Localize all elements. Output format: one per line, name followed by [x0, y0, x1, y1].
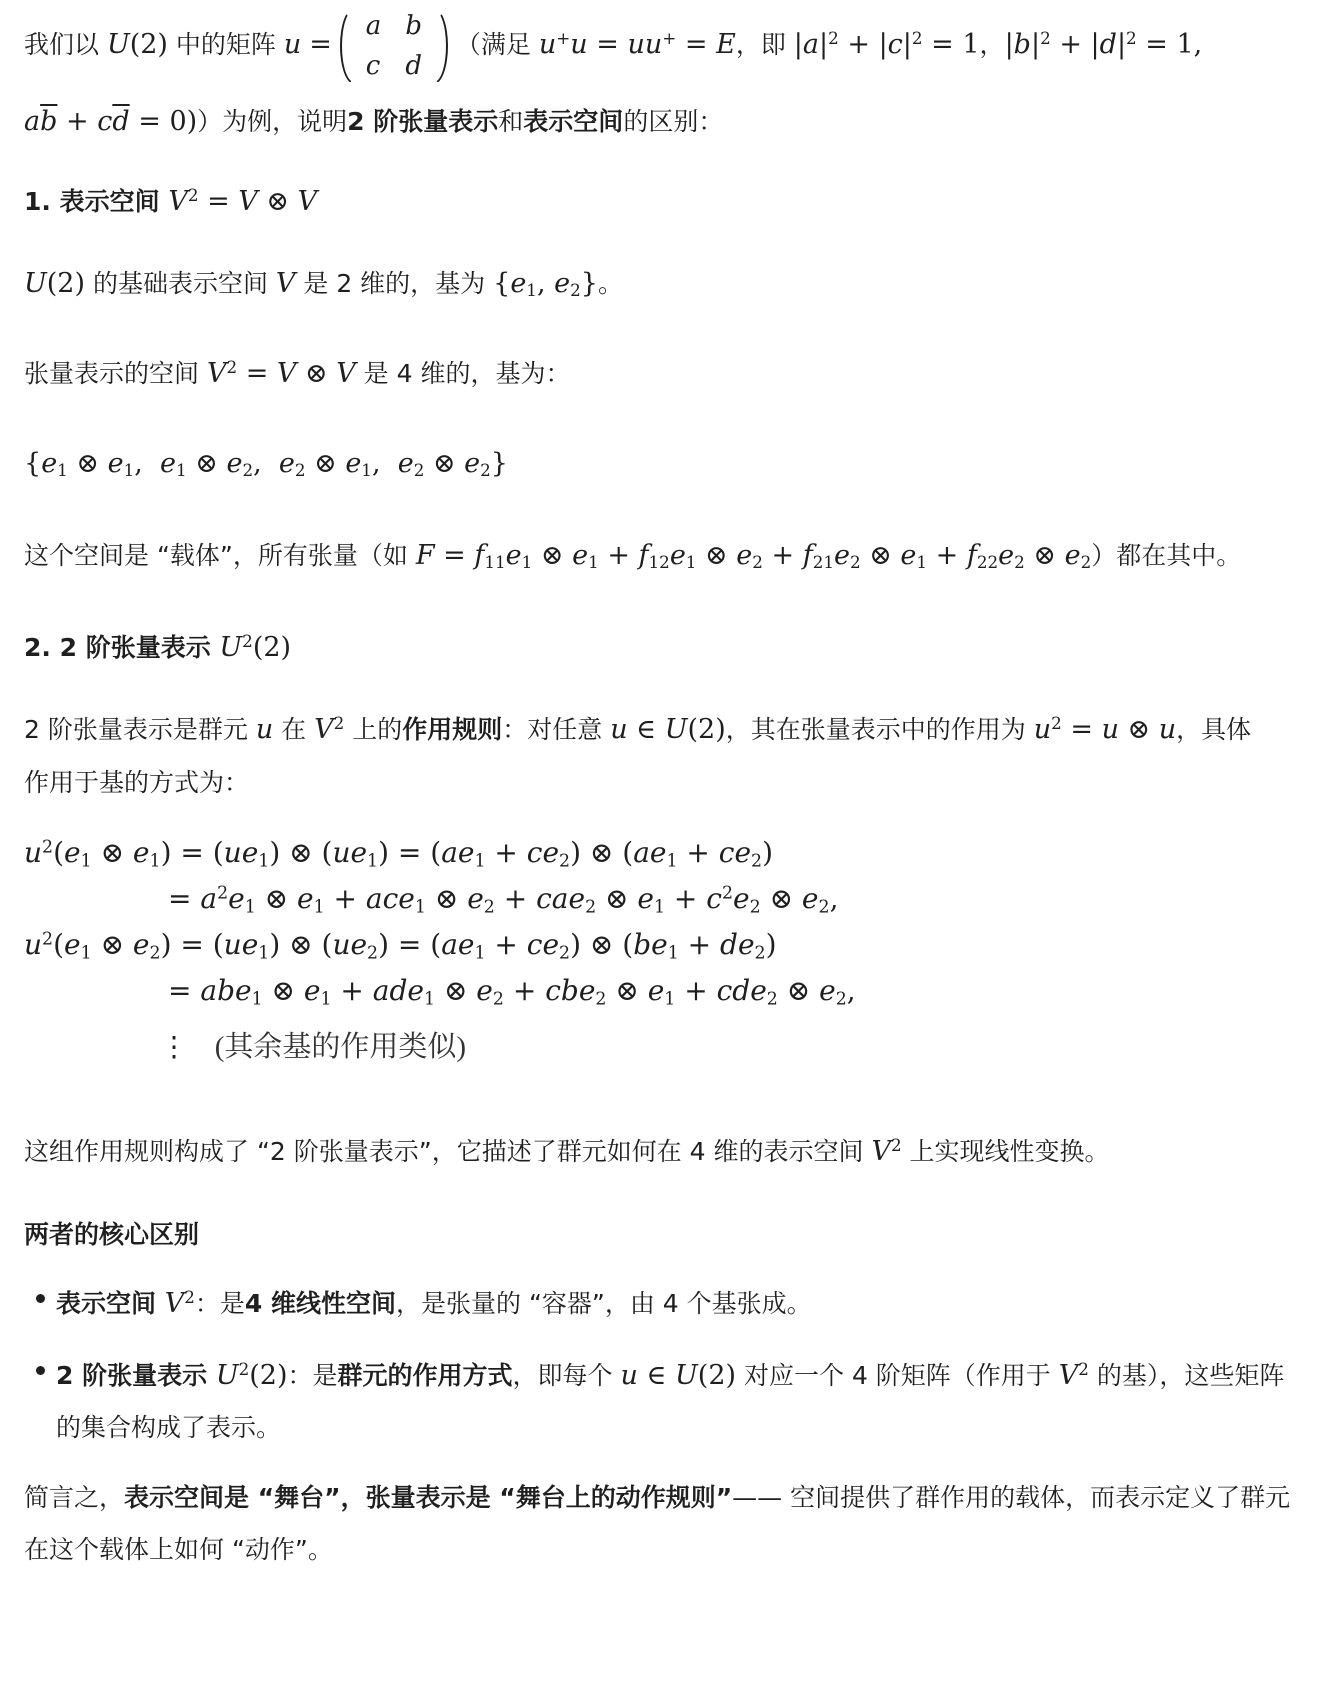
- math-U2: U(2): [24, 268, 86, 299]
- text: 这个空间是 “载体”，所有张量（如: [24, 541, 416, 570]
- intro-text: ，即: [735, 30, 794, 59]
- math-u2-tensor: $u^2 = u$ ⊗ u: [1033, 712, 1177, 745]
- text: 上的: [344, 715, 403, 744]
- bullet-label: 2 阶张量表示: [56, 1361, 216, 1390]
- bold-conclusion: 表示空间是 “舞台”，张量表示是 “舞台上的动作规则”: [124, 1483, 733, 1512]
- equation-line-3: $u^2(e_1$ ⊗ $e_2) = (ue_1)$ ⊗ $(ue_2) = (ae_1 + ce_2)$ ⊗ $(be_1 + de_2)$: [24, 928, 777, 964]
- summary-title: 两者的核心区别: [24, 1220, 200, 1249]
- text: 张量表示的空间: [24, 359, 207, 388]
- text: 在: [273, 715, 315, 744]
- section-2-heading: [24, 630, 1296, 666]
- math-V2: $V^2$: [1058, 1358, 1089, 1391]
- math-norm-1: $|a|^2 + |c|^2 = 1$: [793, 27, 980, 60]
- math-u-in-U2: u ∈ U(2): [620, 1360, 737, 1391]
- text: 2 阶张量表示是群元: [24, 715, 256, 744]
- math-V2: $V^2$: [871, 1134, 902, 1167]
- intro-line-2: [24, 104, 1296, 140]
- section-1-p1: [24, 266, 1296, 302]
- intro-bold-rep-space: 表示空间: [523, 107, 624, 136]
- bold-action-rule: 作用规则: [402, 715, 503, 744]
- math-basis-e: {$e_1$, $e_2$}: [493, 268, 598, 301]
- text: 简言之，: [24, 1483, 125, 1512]
- math-u-in-U2: u ∈ U(2): [610, 714, 726, 745]
- math-u-equals: u: [283, 29, 302, 60]
- summary-heading: [24, 1218, 1296, 1252]
- text: ）都在其中。: [1091, 541, 1242, 570]
- text: 这组作用规则构成了 “2 阶张量表示”，它描述了群元如何在 4 维的表示空间: [24, 1137, 872, 1166]
- math-tensor-basis: {$e_1$ ⊗ $e_1$, $e_1$ ⊗ $e_2$, $e_2$ ⊗ $e_1$, $e_2$ ⊗ $e_2$}: [24, 448, 508, 481]
- text: ：对任意: [502, 715, 611, 744]
- section-1-p3: [24, 538, 1296, 574]
- text: ：是: [287, 1361, 338, 1390]
- math-norm-2: $|b|^2 + |d|^2 = 1$,: [1004, 27, 1203, 60]
- text: ，具体: [1176, 715, 1252, 744]
- summary-bullet-2: [30, 1350, 1296, 1454]
- math-u: u: [255, 714, 274, 745]
- section-2-title: 2. 2 阶张量表示: [24, 633, 220, 662]
- math-V2-def: $V^2 = V$ ⊗ V: [168, 184, 318, 217]
- equation-note: (其余基的作用类似): [214, 1031, 467, 1063]
- text: 。: [597, 269, 623, 298]
- text: ：是: [194, 1289, 245, 1318]
- summary-bullet-1: [30, 1278, 1296, 1330]
- intro-text: 中的矩阵: [167, 30, 284, 59]
- text: ，其在张量表示中的作用为: [725, 715, 1034, 744]
- math-V2-def: $V^2 = V$ ⊗ V: [206, 356, 356, 389]
- section-2-p1-line2: [24, 766, 1296, 800]
- text: 对应一个 4 阶矩阵（作用于: [736, 1361, 1059, 1390]
- section-2-p2: [24, 1134, 1296, 1170]
- text: 是 4 维的，基为：: [355, 359, 571, 388]
- math-orthogonality: $a\overline{b} + c\overline{d} = 0$): [24, 106, 198, 137]
- bold-group-action: 群元的作用方式: [337, 1361, 513, 1390]
- text: ，即每个: [512, 1361, 621, 1390]
- equation-line-4: = abe$_1$ ⊗ $e_1 + ade_1$ ⊗ $e_2 + cbe_2$ ⊗ $e_1 + cde_2$ ⊗ $e_2$,: [168, 974, 856, 1010]
- intro-text: 的区别：: [623, 107, 724, 136]
- math-V2: $V^2$: [314, 712, 345, 745]
- text: 作用于基的方式为：: [24, 768, 250, 797]
- math-U2-2: $U^2(2)$: [215, 1358, 288, 1391]
- equation-line-2: = $a^2e_1$ ⊗ $e_1 + ace_1$ ⊗ $e_2 + cae_2$ ⊗ $e_1 + c^2e_2$ ⊗ $e_2$,: [168, 882, 839, 918]
- tensor-basis-set: [24, 446, 1296, 482]
- section-1-p2: [24, 356, 1296, 392]
- intro-text: （满足: [455, 30, 539, 59]
- section-1-title: 1. 表示空间: [24, 187, 169, 216]
- math-U2: U(2): [106, 29, 168, 60]
- text: 的基础表示空间: [85, 269, 276, 298]
- math-V2: $V^2$: [164, 1286, 195, 1319]
- section-2-p1-line1: [24, 712, 1296, 748]
- bold-4d-space: 4 维线性空间: [244, 1289, 396, 1318]
- intro-text: 和: [498, 107, 524, 136]
- text: 是 2 维的，基为: [295, 269, 494, 298]
- intro-text: ，: [979, 30, 1005, 59]
- text: 的基），这些矩阵的集合构成了表示。: [56, 1361, 1285, 1442]
- equation-line-5: [160, 1028, 466, 1067]
- intro-text: 我们以: [24, 30, 107, 59]
- text: 上实现线性变换。: [901, 1137, 1110, 1166]
- equation-line-1: $u^2(e_1$ ⊗ $e_1) = (ue_1)$ ⊗ $(ue_1) = (ae_1 + ce_2)$ ⊗ $(ae_1 + ce_2)$: [24, 836, 774, 872]
- vdots-icon: ⋮: [160, 1030, 188, 1063]
- math-unitary-condition: u+u = uu+ = E: [538, 27, 736, 60]
- matrix-u: a b c d: [340, 6, 448, 86]
- math-F-expansion: $F = f_{11}e_1$ ⊗ $e_1 + f_{12}e_1$ ⊗ $e_2 + f_{21}e_2$ ⊗ $e_1 + f_{22}e_2$ ⊗ $e_2$: [415, 540, 1092, 573]
- bullet-text: [56, 1278, 1296, 1330]
- intro-line-1: 我们以 U(2) 中的矩阵 u = a b c d （满足 u+u = uu+ = E，即 $|a|^2 + |c|^2 = 1$，$|b|^2 + |d|^2 = 1$,: [24, 6, 1296, 86]
- text: ，是张量的 “容器”，由 4 个基张成。: [396, 1289, 812, 1318]
- bullet-label: 表示空间: [56, 1289, 165, 1318]
- bullet-text: [56, 1350, 1296, 1454]
- math-V: V: [275, 268, 296, 299]
- math-U2-2: $U^2(2)$: [219, 630, 292, 663]
- conclusion: [24, 1472, 1296, 1576]
- intro-text: ）为例，说明: [197, 107, 348, 136]
- text: —— 空间提供了群作用的载体，而表示定义了群元在这个载体上如何 “动作”。: [24, 1483, 1291, 1564]
- intro-bold-tensor-rep: 2 阶张量表示: [347, 107, 499, 136]
- section-1-heading: [24, 184, 1296, 220]
